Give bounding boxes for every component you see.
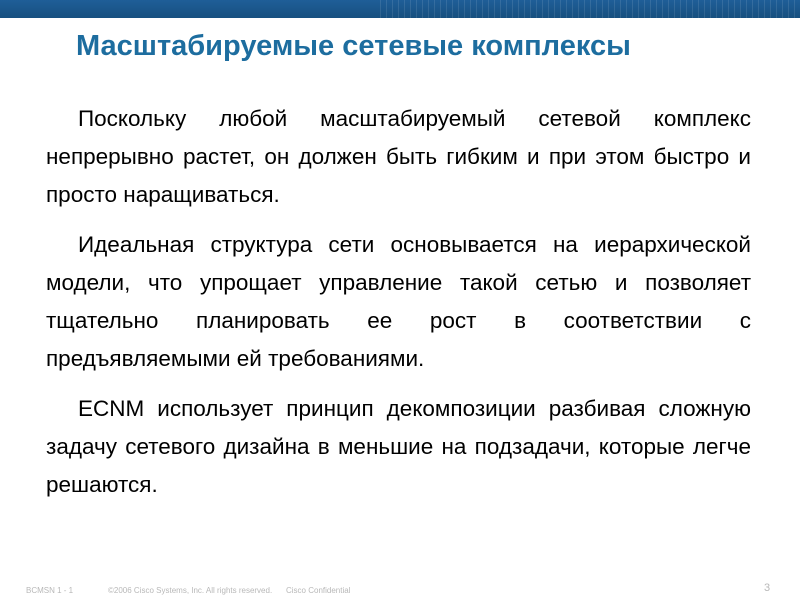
- top-bar-stripe: [380, 0, 800, 18]
- slide-title: Масштабируемые сетевые комплексы: [76, 30, 631, 62]
- slide-body: [46, 100, 751, 516]
- body-paragraph: ECNM использует принцип декомпозиции разбивая сложную задачу сетевого дизайна в меньшие на подзадачи, которые легче решаются.: [46, 396, 751, 497]
- footer-course: BCMSN 1 - 1: [26, 586, 74, 595]
- body-paragraph: Поскольку любой масштабируемый сетевой комплекс непрерывно растет, он должен быть гибким и при этом быстро и просто наращиваться.: [46, 106, 751, 207]
- top-bar: [0, 0, 800, 18]
- footer-copyright: ©2006 Cisco Systems, Inc. All rights reserved.: [108, 586, 273, 595]
- body-paragraph: Идеальная структура сети основывается на иерархической модели, что упрощает управление такой сетью и позволяет тщательно планировать ее рост в соответствии с предъявляемыми ей требованиями.: [46, 232, 751, 371]
- slide-footer: [0, 582, 800, 600]
- footer-confidential: Cisco Confidential: [286, 586, 351, 595]
- page-number: 3: [764, 582, 771, 594]
